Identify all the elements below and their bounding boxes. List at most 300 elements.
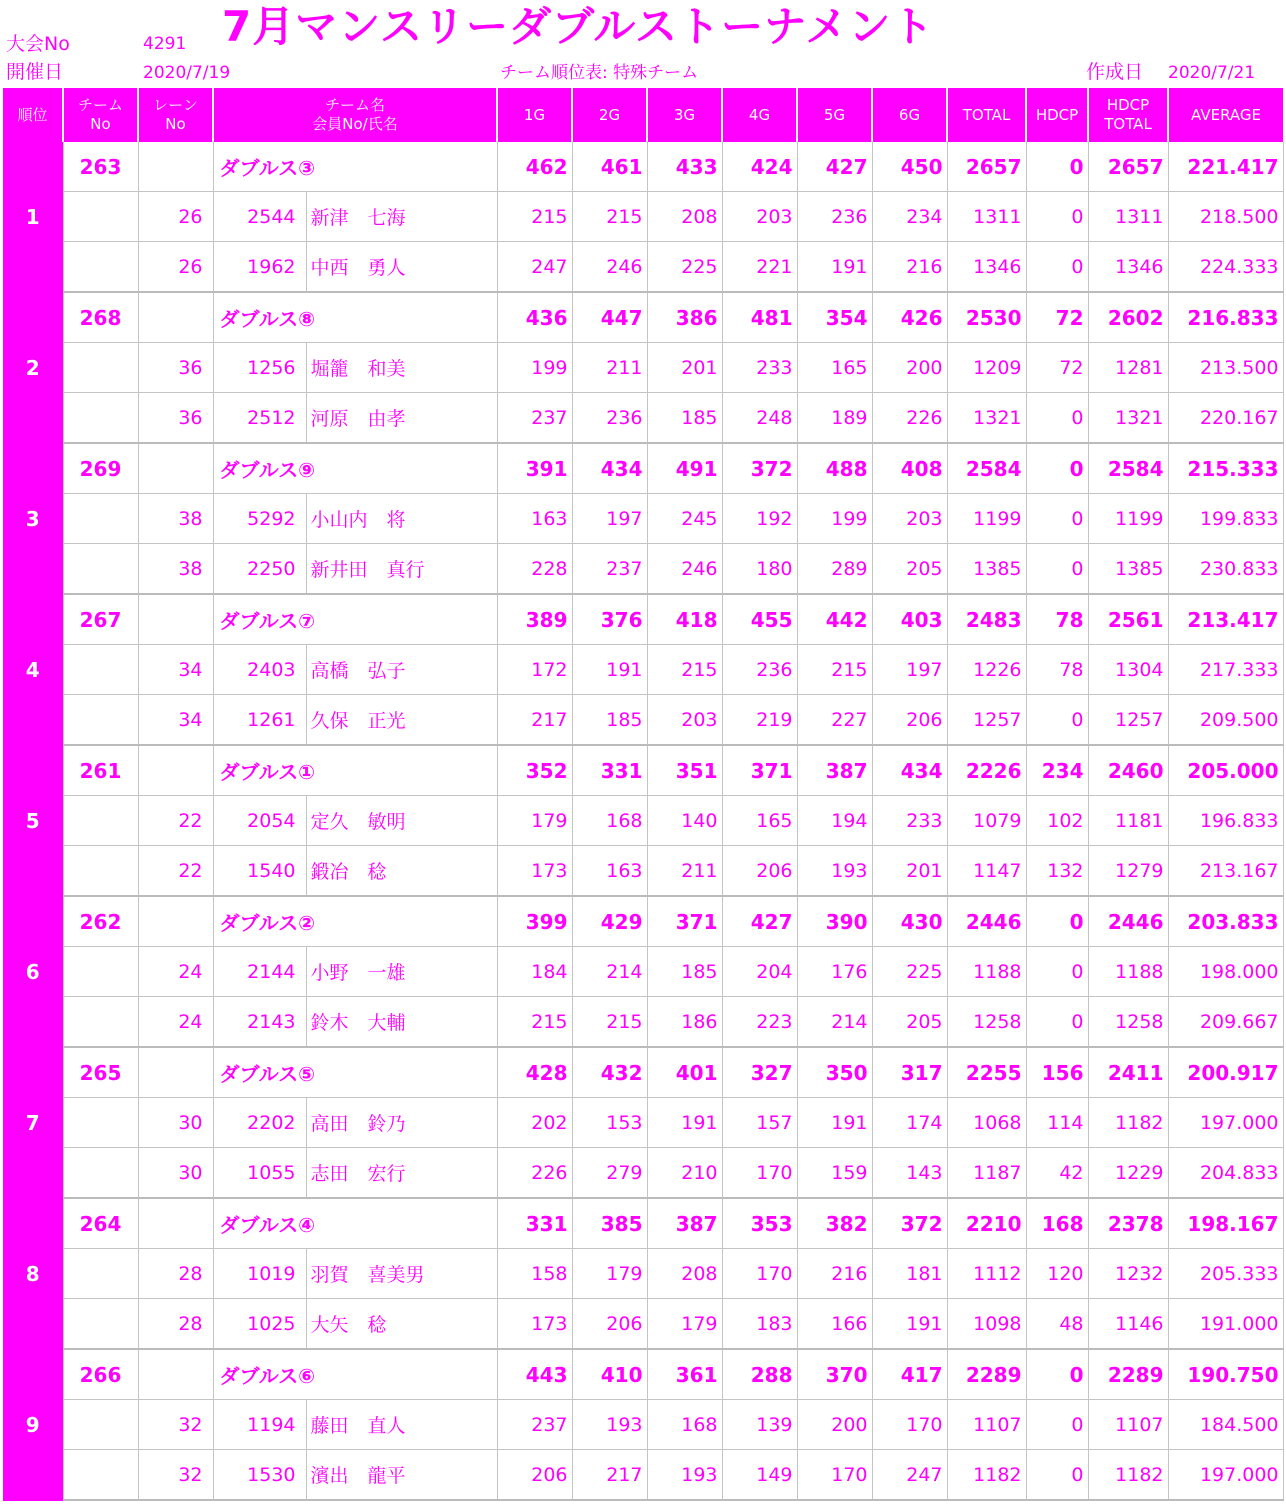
game-4-cell: 288 <box>722 1349 797 1400</box>
team-no-cell: 265 <box>63 1047 138 1098</box>
lane-cell: 36 <box>138 343 213 393</box>
game-4-cell: 233 <box>722 343 797 393</box>
average-cell: 200.917 <box>1168 1047 1283 1098</box>
hdcp-cell: 0 <box>1026 393 1088 444</box>
game-1-cell: 399 <box>497 896 572 947</box>
member-name-cell: 小野 一雄 <box>306 947 497 997</box>
hdcp-total-cell: 1181 <box>1088 796 1168 846</box>
average-cell: 190.750 <box>1168 1349 1283 1400</box>
event-no-value: 4291 <box>143 34 187 54</box>
average-cell: 191.000 <box>1168 1299 1283 1350</box>
team-no-cell <box>63 1098 138 1148</box>
hdcp-total-cell: 1279 <box>1088 846 1168 897</box>
lane-cell <box>138 1349 213 1400</box>
game-1-cell: 237 <box>497 393 572 444</box>
lane-cell <box>138 896 213 947</box>
game-2-cell: 163 <box>572 846 647 897</box>
hdcp-total-cell: 2378 <box>1088 1198 1168 1249</box>
member-no-cell: 1025 <box>213 1299 306 1350</box>
game-4-cell: 327 <box>722 1047 797 1098</box>
total-cell: 1068 <box>947 1098 1026 1148</box>
member-no-cell: 1055 <box>213 1148 306 1199</box>
game-6-cell: 174 <box>872 1098 947 1148</box>
date-label: 開催日 <box>6 61 64 83</box>
member-row <box>3 695 1283 746</box>
game-1-cell: 215 <box>497 997 572 1048</box>
member-row <box>3 494 1283 544</box>
game-5-cell: 236 <box>797 192 872 242</box>
game-5-cell: 199 <box>797 494 872 544</box>
game-2-cell: 185 <box>572 695 647 746</box>
team-name-cell: ダブルス⑨ <box>213 443 497 494</box>
average-cell: 213.417 <box>1168 594 1283 645</box>
member-row <box>3 1098 1283 1148</box>
team-row <box>3 745 1283 796</box>
average-cell: 197.000 <box>1168 1450 1283 1501</box>
rank-cell: 9 <box>3 1349 63 1500</box>
game-2-cell: 410 <box>572 1349 647 1400</box>
team-no-cell: 264 <box>63 1198 138 1249</box>
col-lane-no: レーン No <box>138 88 213 142</box>
game-3-cell: 211 <box>647 846 722 897</box>
total-cell: 1311 <box>947 192 1026 242</box>
game-5-cell: 170 <box>797 1450 872 1501</box>
game-2-cell: 236 <box>572 393 647 444</box>
game-4-cell: 424 <box>722 142 797 192</box>
member-name-cell: 志田 宏行 <box>306 1148 497 1199</box>
member-no-cell: 2403 <box>213 645 306 695</box>
hdcp-total-cell: 2446 <box>1088 896 1168 947</box>
hdcp-total-cell: 1107 <box>1088 1400 1168 1450</box>
game-3-cell: 225 <box>647 242 722 293</box>
game-6-cell: 408 <box>872 443 947 494</box>
team-no-cell: 263 <box>63 142 138 192</box>
game-1-cell: 163 <box>497 494 572 544</box>
game-1-cell: 199 <box>497 343 572 393</box>
hdcp-cell: 168 <box>1026 1198 1088 1249</box>
team-row <box>3 1047 1283 1098</box>
hdcp-total-cell: 1385 <box>1088 544 1168 595</box>
game-1-cell: 443 <box>497 1349 572 1400</box>
hdcp-total-cell: 1229 <box>1088 1148 1168 1199</box>
rank-cell: 4 <box>3 594 63 745</box>
standings-table <box>3 88 1284 1501</box>
game-1-cell: 391 <box>497 443 572 494</box>
lane-cell: 38 <box>138 544 213 595</box>
game-4-cell: 427 <box>722 896 797 947</box>
member-no-cell: 5292 <box>213 494 306 544</box>
hdcp-cell: 234 <box>1026 745 1088 796</box>
member-name-cell: 鍛冶 稔 <box>306 846 497 897</box>
member-name-cell: 藤田 直人 <box>306 1400 497 1450</box>
page-title: 7月マンスリーダブルストーナメント <box>222 2 935 51</box>
game-4-cell: 236 <box>722 645 797 695</box>
game-6-cell: 403 <box>872 594 947 645</box>
col-hdcp-total: HDCP TOTAL <box>1088 88 1168 142</box>
game-3-cell: 193 <box>647 1450 722 1501</box>
average-cell: 205.333 <box>1168 1249 1283 1299</box>
average-cell: 216.833 <box>1168 292 1283 343</box>
report-subtitle: チーム順位表: 特殊チーム <box>500 63 699 83</box>
member-row <box>3 192 1283 242</box>
team-row <box>3 1349 1283 1400</box>
game-4-cell: 183 <box>722 1299 797 1350</box>
game-2-cell: 246 <box>572 242 647 293</box>
average-cell: 197.000 <box>1168 1098 1283 1148</box>
game-4-cell: 221 <box>722 242 797 293</box>
total-cell: 1098 <box>947 1299 1026 1350</box>
hdcp-cell: 72 <box>1026 292 1088 343</box>
lane-cell: 36 <box>138 393 213 444</box>
team-no-cell <box>63 494 138 544</box>
total-cell: 1182 <box>947 1450 1026 1501</box>
hdcp-total-cell: 2289 <box>1088 1349 1168 1400</box>
hdcp-total-cell: 1281 <box>1088 343 1168 393</box>
total-cell: 1257 <box>947 695 1026 746</box>
game-4-cell: 455 <box>722 594 797 645</box>
total-cell: 1209 <box>947 343 1026 393</box>
game-6-cell: 247 <box>872 1450 947 1501</box>
hdcp-cell: 42 <box>1026 1148 1088 1199</box>
lane-cell: 28 <box>138 1299 213 1350</box>
team-name-cell: ダブルス⑧ <box>213 292 497 343</box>
game-3-cell: 246 <box>647 544 722 595</box>
col-game-3: 3G <box>647 88 722 142</box>
game-5-cell: 165 <box>797 343 872 393</box>
game-4-cell: 223 <box>722 997 797 1048</box>
hdcp-cell: 156 <box>1026 1047 1088 1098</box>
hdcp-cell: 102 <box>1026 796 1088 846</box>
game-3-cell: 245 <box>647 494 722 544</box>
rank-cell: 5 <box>3 745 63 896</box>
team-no-cell <box>63 544 138 595</box>
team-no-cell <box>63 192 138 242</box>
game-2-cell: 211 <box>572 343 647 393</box>
game-2-cell: 429 <box>572 896 647 947</box>
member-row <box>3 846 1283 897</box>
member-no-cell: 2054 <box>213 796 306 846</box>
game-2-cell: 206 <box>572 1299 647 1350</box>
game-2-cell: 237 <box>572 544 647 595</box>
game-4-cell: 248 <box>722 393 797 444</box>
created-date-label: 作成日 <box>1086 61 1144 83</box>
game-1-cell: 158 <box>497 1249 572 1299</box>
lane-cell <box>138 1047 213 1098</box>
total-cell: 2210 <box>947 1198 1026 1249</box>
game-5-cell: 488 <box>797 443 872 494</box>
game-1-cell: 179 <box>497 796 572 846</box>
team-row <box>3 142 1283 192</box>
member-row <box>3 796 1283 846</box>
game-2-cell: 434 <box>572 443 647 494</box>
game-4-cell: 203 <box>722 192 797 242</box>
member-name-cell: 鈴木 大輔 <box>306 997 497 1048</box>
total-cell: 1188 <box>947 947 1026 997</box>
game-2-cell: 331 <box>572 745 647 796</box>
rank-cell: 7 <box>3 1047 63 1198</box>
game-3-cell: 401 <box>647 1047 722 1098</box>
member-no-cell: 1194 <box>213 1400 306 1450</box>
game-2-cell: 461 <box>572 142 647 192</box>
average-cell: 217.333 <box>1168 645 1283 695</box>
total-cell: 1226 <box>947 645 1026 695</box>
game-6-cell: 417 <box>872 1349 947 1400</box>
game-6-cell: 205 <box>872 544 947 595</box>
member-no-cell: 2512 <box>213 393 306 444</box>
game-2-cell: 197 <box>572 494 647 544</box>
team-no-cell: 262 <box>63 896 138 947</box>
game-6-cell: 234 <box>872 192 947 242</box>
game-3-cell: 210 <box>647 1148 722 1199</box>
team-no-cell <box>63 1249 138 1299</box>
member-row <box>3 544 1283 595</box>
game-3-cell: 433 <box>647 142 722 192</box>
total-cell: 1321 <box>947 393 1026 444</box>
total-cell: 1187 <box>947 1148 1026 1199</box>
col-game-5: 5G <box>797 88 872 142</box>
member-row <box>3 997 1283 1048</box>
hdcp-total-cell: 1321 <box>1088 393 1168 444</box>
total-cell: 1107 <box>947 1400 1026 1450</box>
average-cell: 213.500 <box>1168 343 1283 393</box>
team-name-cell: ダブルス④ <box>213 1198 497 1249</box>
team-row <box>3 1198 1283 1249</box>
game-6-cell: 200 <box>872 343 947 393</box>
hdcp-total-cell: 1182 <box>1088 1450 1168 1501</box>
hdcp-cell: 0 <box>1026 947 1088 997</box>
member-name-cell: 高橋 弘子 <box>306 645 497 695</box>
game-3-cell: 215 <box>647 645 722 695</box>
game-2-cell: 191 <box>572 645 647 695</box>
game-3-cell: 491 <box>647 443 722 494</box>
game-1-cell: 428 <box>497 1047 572 1098</box>
hdcp-total-cell: 1311 <box>1088 192 1168 242</box>
game-4-cell: 165 <box>722 796 797 846</box>
lane-cell <box>138 745 213 796</box>
team-no-cell <box>63 1450 138 1501</box>
game-6-cell: 201 <box>872 846 947 897</box>
team-row <box>3 443 1283 494</box>
game-5-cell: 227 <box>797 695 872 746</box>
game-1-cell: 228 <box>497 544 572 595</box>
total-cell: 1258 <box>947 997 1026 1048</box>
game-1-cell: 237 <box>497 1400 572 1450</box>
game-2-cell: 385 <box>572 1198 647 1249</box>
hdcp-cell: 0 <box>1026 494 1088 544</box>
game-3-cell: 186 <box>647 997 722 1048</box>
hdcp-cell: 120 <box>1026 1249 1088 1299</box>
hdcp-total-cell: 2584 <box>1088 443 1168 494</box>
member-no-cell: 2202 <box>213 1098 306 1148</box>
game-3-cell: 140 <box>647 796 722 846</box>
game-6-cell: 216 <box>872 242 947 293</box>
team-no-cell <box>63 796 138 846</box>
game-5-cell: 191 <box>797 1098 872 1148</box>
game-6-cell: 205 <box>872 997 947 1048</box>
member-no-cell: 1256 <box>213 343 306 393</box>
member-no-cell: 1962 <box>213 242 306 293</box>
rank-cell: 1 <box>3 142 63 292</box>
game-2-cell: 193 <box>572 1400 647 1450</box>
game-2-cell: 279 <box>572 1148 647 1199</box>
total-cell: 1147 <box>947 846 1026 897</box>
hdcp-total-cell: 1258 <box>1088 997 1168 1048</box>
total-cell: 2289 <box>947 1349 1026 1400</box>
hdcp-cell: 0 <box>1026 1450 1088 1501</box>
hdcp-cell: 114 <box>1026 1098 1088 1148</box>
member-row <box>3 1299 1283 1350</box>
average-cell: 205.000 <box>1168 745 1283 796</box>
game-5-cell: 176 <box>797 947 872 997</box>
game-1-cell: 173 <box>497 1299 572 1350</box>
lane-cell: 26 <box>138 242 213 293</box>
game-6-cell: 226 <box>872 393 947 444</box>
game-3-cell: 185 <box>647 393 722 444</box>
game-5-cell: 194 <box>797 796 872 846</box>
lane-cell: 24 <box>138 997 213 1048</box>
member-no-cell: 2144 <box>213 947 306 997</box>
lane-cell: 34 <box>138 695 213 746</box>
col-total: TOTAL <box>947 88 1026 142</box>
hdcp-total-cell: 1182 <box>1088 1098 1168 1148</box>
game-4-cell: 149 <box>722 1450 797 1501</box>
game-5-cell: 216 <box>797 1249 872 1299</box>
team-no-cell <box>63 1400 138 1450</box>
total-cell: 2584 <box>947 443 1026 494</box>
lane-cell: 30 <box>138 1098 213 1148</box>
game-2-cell: 217 <box>572 1450 647 1501</box>
lane-cell: 24 <box>138 947 213 997</box>
hdcp-total-cell: 1346 <box>1088 242 1168 293</box>
game-2-cell: 432 <box>572 1047 647 1098</box>
average-cell: 220.167 <box>1168 393 1283 444</box>
member-name-cell: 堀籠 和美 <box>306 343 497 393</box>
member-row <box>3 242 1283 293</box>
game-5-cell: 427 <box>797 142 872 192</box>
member-no-cell: 1540 <box>213 846 306 897</box>
average-cell: 203.833 <box>1168 896 1283 947</box>
hdcp-cell: 78 <box>1026 645 1088 695</box>
rank-cell: 8 <box>3 1198 63 1349</box>
hdcp-cell: 78 <box>1026 594 1088 645</box>
member-row <box>3 645 1283 695</box>
game-1-cell: 184 <box>497 947 572 997</box>
total-cell: 1079 <box>947 796 1026 846</box>
game-6-cell: 181 <box>872 1249 947 1299</box>
team-no-cell <box>63 695 138 746</box>
member-name-cell: 久保 正光 <box>306 695 497 746</box>
hdcp-cell: 0 <box>1026 443 1088 494</box>
game-3-cell: 386 <box>647 292 722 343</box>
game-4-cell: 204 <box>722 947 797 997</box>
hdcp-cell: 0 <box>1026 695 1088 746</box>
game-3-cell: 208 <box>647 192 722 242</box>
date-value: 2020/7/19 <box>143 63 231 83</box>
team-no-cell <box>63 846 138 897</box>
member-row <box>3 1400 1283 1450</box>
game-1-cell: 173 <box>497 846 572 897</box>
game-6-cell: 191 <box>872 1299 947 1350</box>
game-1-cell: 215 <box>497 192 572 242</box>
game-3-cell: 168 <box>647 1400 722 1450</box>
total-cell: 2483 <box>947 594 1026 645</box>
team-no-cell <box>63 393 138 444</box>
game-4-cell: 139 <box>722 1400 797 1450</box>
total-cell: 2657 <box>947 142 1026 192</box>
hdcp-cell: 48 <box>1026 1299 1088 1350</box>
game-6-cell: 434 <box>872 745 947 796</box>
game-1-cell: 389 <box>497 594 572 645</box>
rank-cell: 6 <box>3 896 63 1047</box>
game-1-cell: 331 <box>497 1198 572 1249</box>
col-hdcp: HDCP <box>1026 88 1088 142</box>
event-no-label: 大会No <box>6 33 70 55</box>
game-1-cell: 217 <box>497 695 572 746</box>
created-date-value: 2020/7/21 <box>1168 63 1256 83</box>
hdcp-cell: 72 <box>1026 343 1088 393</box>
lane-cell: 34 <box>138 645 213 695</box>
game-1-cell: 172 <box>497 645 572 695</box>
game-5-cell: 350 <box>797 1047 872 1098</box>
game-6-cell: 430 <box>872 896 947 947</box>
game-5-cell: 387 <box>797 745 872 796</box>
member-row <box>3 343 1283 393</box>
average-cell: 196.833 <box>1168 796 1283 846</box>
game-5-cell: 382 <box>797 1198 872 1249</box>
lane-cell <box>138 443 213 494</box>
hdcp-cell: 0 <box>1026 1349 1088 1400</box>
lane-cell: 30 <box>138 1148 213 1199</box>
game-3-cell: 201 <box>647 343 722 393</box>
game-6-cell: 206 <box>872 695 947 746</box>
lane-cell: 32 <box>138 1450 213 1501</box>
team-no-cell <box>63 645 138 695</box>
average-cell: 224.333 <box>1168 242 1283 293</box>
average-cell: 213.167 <box>1168 846 1283 897</box>
member-name-cell: 新津 七海 <box>306 192 497 242</box>
member-row <box>3 393 1283 444</box>
team-no-cell <box>63 1148 138 1199</box>
header-row <box>3 88 1283 142</box>
col-team-name: チーム名 会員No/氏名 <box>213 88 497 142</box>
hdcp-total-cell: 2411 <box>1088 1047 1168 1098</box>
col-game-4: 4G <box>722 88 797 142</box>
game-4-cell: 170 <box>722 1249 797 1299</box>
average-cell: 198.000 <box>1168 947 1283 997</box>
hdcp-total-cell: 1232 <box>1088 1249 1168 1299</box>
game-2-cell: 376 <box>572 594 647 645</box>
team-name-cell: ダブルス⑤ <box>213 1047 497 1098</box>
game-4-cell: 372 <box>722 443 797 494</box>
game-2-cell: 214 <box>572 947 647 997</box>
lane-cell: 32 <box>138 1400 213 1450</box>
member-no-cell: 2544 <box>213 192 306 242</box>
col-game-2: 2G <box>572 88 647 142</box>
hdcp-cell: 0 <box>1026 242 1088 293</box>
game-4-cell: 219 <box>722 695 797 746</box>
member-no-cell: 1261 <box>213 695 306 746</box>
game-3-cell: 191 <box>647 1098 722 1148</box>
rank-cell: 2 <box>3 292 63 443</box>
lane-cell <box>138 142 213 192</box>
lane-cell <box>138 594 213 645</box>
average-cell: 184.500 <box>1168 1400 1283 1450</box>
team-name-cell: ダブルス③ <box>213 142 497 192</box>
game-5-cell: 166 <box>797 1299 872 1350</box>
game-6-cell: 203 <box>872 494 947 544</box>
hdcp-total-cell: 2460 <box>1088 745 1168 796</box>
member-name-cell: 新井田 真行 <box>306 544 497 595</box>
